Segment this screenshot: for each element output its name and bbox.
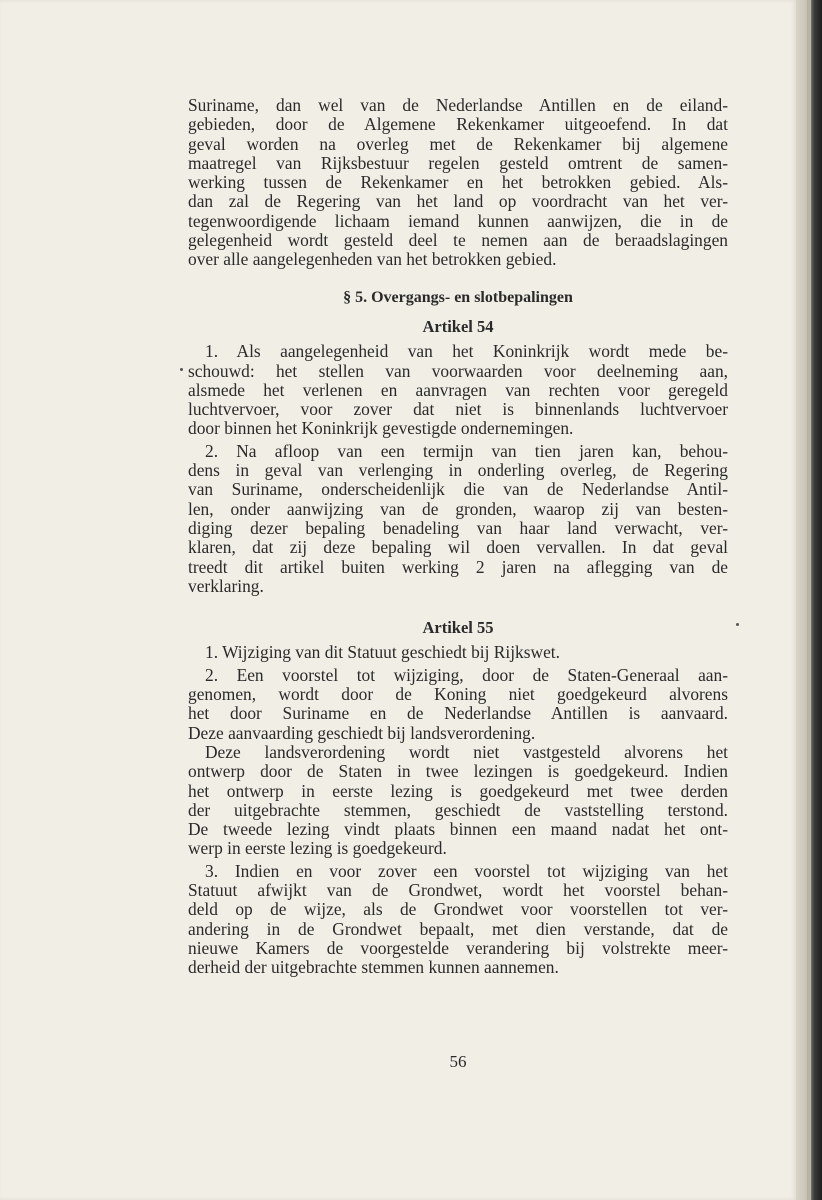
text-line: Deze landsverordening wordt niet vastgesteld alvorens het: [205, 741, 728, 762]
text-line: nieuwe Kamers de voorgestelde verandering bij volstrekte meer-: [188, 937, 728, 958]
text-line: der uitgebrachte stemmen, geschiedt de vaststelling terstond.: [188, 799, 728, 820]
text-line: genomen, wordt door de Koning niet goedgekeurd alvorens: [188, 684, 728, 705]
page-text: [188, 96, 728, 977]
text-line: door binnen het Koninkrijk gevestigde ondernemingen.: [188, 418, 574, 439]
text-line: ontwerp door de Staten in twee lezingen is goedgekeurd. Indien: [188, 761, 728, 782]
text-line: 3. Indien en voor zover een voorstel tot wijziging van het: [205, 860, 728, 881]
text-line: gebieden, door de Algemene Rekenkamer uitgeoefend. In dat: [188, 114, 728, 135]
text-line: treedt dit artikel buiten werking 2 jaren na aflegging van de: [188, 556, 728, 577]
text-line: maatregel van Rijksbestuur regelen gesteld omtrent de samen-: [188, 152, 728, 173]
text-line: dens in geval van verlenging in onderling overleg, de Regering: [188, 460, 728, 481]
article-54-heading: Artikel 54: [422, 316, 494, 336]
article-55-paragraph-1: [188, 643, 728, 662]
article-55-paragraph-3: [188, 743, 728, 859]
intro-paragraph: [188, 96, 728, 270]
text-line: werp in eerste lezing is goedgekeurd.: [188, 838, 447, 859]
section-heading: § 5. Overgangs- en slotbepalingen: [343, 288, 573, 306]
text-line: derheid der uitgebrachte stemmen kunnen aannemen.: [188, 957, 559, 978]
article-55-paragraph-4: [188, 862, 728, 978]
text-line: dan zal de Regering van het land op voordracht van het ver-: [188, 191, 728, 212]
text-line: werking tussen de Rekenkamer en het betrokken gebied. Als-: [188, 172, 728, 193]
article-55-heading: Artikel 55: [422, 618, 494, 638]
text-line: 2. Na afloop van een termijn van tien jaren kan, behou-: [205, 440, 728, 461]
text-line: Deze aanvaarding geschiedt bij landsverordening.: [188, 722, 536, 743]
text-line: 2. Een voorstel tot wijziging, door de Staten-Generaal aan-: [205, 664, 728, 685]
text-line: gelegenheid wordt gesteld deel te nemen aan de beraadslagingen: [188, 230, 728, 251]
text-line: luchtvervoer, voor zover dat niet is binnenlands luchtvervoer: [188, 399, 728, 420]
text-line: het door Suriname en de Nederlandse Antillen is aanvaard.: [188, 703, 728, 724]
print-speck: [180, 368, 183, 371]
article-55-paragraph-2: [188, 666, 728, 743]
text-line: het ontwerp in eerste lezing is goedgekeurd met twee derden: [188, 780, 728, 801]
page-number: 56: [449, 1052, 467, 1071]
text-line: alsmede het verlenen en aanvragen van rechten voor geregeld: [188, 379, 728, 400]
text-line: tegenwoordigende lichaam iemand kunnen aanwijzen, die in de: [188, 210, 728, 231]
text-line: De tweede lezing vindt plaats binnen een maand nadat het ont-: [188, 819, 728, 840]
text-line: 1. Wijziging van dit Statuut geschiedt bij Rijkswet.: [205, 642, 560, 663]
text-line: diging dezer bepaling benadeling van haar land verwacht, ver-: [188, 517, 728, 538]
text-line: 1. Als aangelegenheid van het Koninkrijk wordt mede be-: [205, 341, 728, 362]
text-line: deld op de wijze, als de Grondwet voor voorstellen tot ver-: [188, 899, 728, 920]
article-54-paragraph-2: [188, 442, 728, 596]
article-54-paragraph-1: [188, 342, 728, 438]
text-line: schouwd: het stellen van voorwaarden voor deelneming aan,: [188, 360, 728, 381]
text-line: over alle aangelegenheden van het betrokken gebied.: [188, 249, 557, 270]
text-line: klaren, dat zij deze bepaling wil doen vervallen. In dat geval: [188, 537, 728, 558]
text-line: geval worden na overleg met de Rekenkamer bij algemene: [188, 133, 728, 154]
text-line: Suriname, dan wel van de Nederlandse Antillen en de eiland-: [188, 95, 728, 115]
text-line: verklaring.: [188, 575, 264, 596]
text-line: Statuut afwijkt van de Grondwet, wordt het voorstel behan-: [188, 879, 728, 900]
print-speck: [736, 623, 739, 626]
text-line: andering in de Grondwet bepaalt, met dien verstande, dat de: [188, 918, 728, 939]
text-line: van Suriname, onderscheidenlijk die van de Nederlandse Antil-: [188, 479, 728, 500]
text-line: len, onder aanwijzing van de gronden, waarop zij van besten-: [188, 498, 728, 519]
page-edge-highlight: [808, 0, 811, 1200]
